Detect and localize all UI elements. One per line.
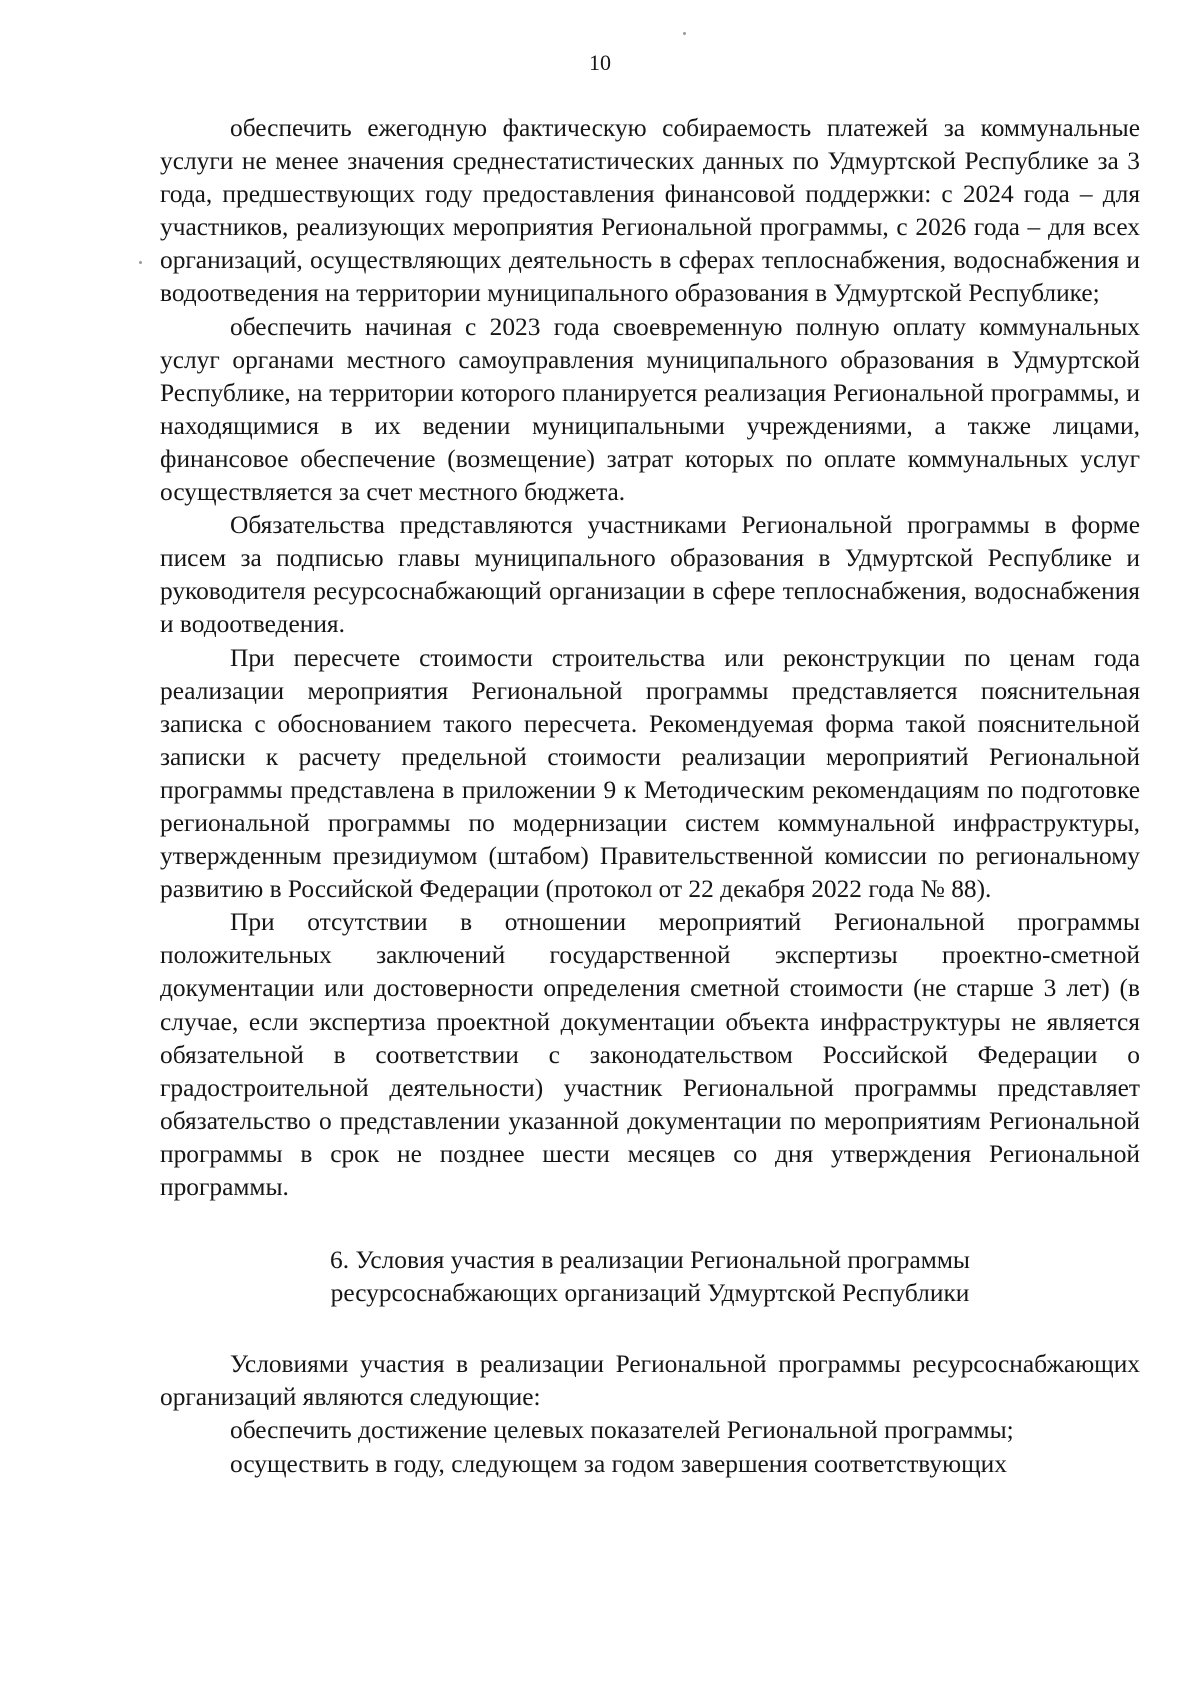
section-heading — [160, 1244, 1140, 1310]
section-heading-line-2: ресурсоснабжающих организаций Удмуртской Республики — [330, 1279, 970, 1308]
paragraph-collection-obligation: обеспечить ежегодную фактическую собираемость платежей за коммунальные услуги не менее значения среднестатистических данных по Удмуртской Республике за 3 года, предшествующих году предоставления финансовой поддержки: с 2024 года – для участников, реализующих мероприятия Региональной программы, с 2026 года – для всех организаций, осуществляющих деятельность в сферах теплоснабжения, водоснабжения и водоотведения на территории муниципального образования в Удмуртской Республике; — [160, 114, 1140, 308]
paragraph-participation-conditions: Условиями участия в реализации Региональной программы ресурсоснабжающих организаций являются следующие: — [160, 1350, 1140, 1412]
page-number: 10 — [589, 50, 611, 75]
paragraph-obligation-letters: Обязательства представляются участниками Региональной программы в форме писем за подписью главы муниципального образования в Удмуртской Республике и руководителя ресурсоснабжающий организации в сфере теплоснабжения, водоснабжения и водоотведения. — [160, 511, 1140, 639]
paragraph-payment-obligation: обеспечить начиная с 2023 года своевременную полную оплату коммунальных услуг органами местного самоуправления муниципального образования в Удмуртской Республике, на территории которого планируется реализация Региональной программы, и находящимися в их ведении муниципальными учреждениями, а также лицами, финансовое обеспечение (возмещение) затрат которых по оплате коммунальных услуг осуществляется за счет местного бюджета. — [160, 312, 1140, 507]
paragraph-target-indicators: обеспечить достижение целевых показателей Региональной программы; — [230, 1416, 1014, 1445]
document-body — [160, 112, 1140, 1481]
scan-speck — [683, 32, 686, 35]
paragraph-cost-recalculation: При пересчете стоимости строительства или реконструкции по ценам года реализации мероприятия Региональной программы представляется пояснительная записка с обоснованием такого пересчета. Рекомендуемая форма такой пояснительной записки к расчету предельной стоимости реализации мероприятий Региональной программы представлена в приложении 9 к Методическим рекомендациям по подготовке региональной программы по модернизации систем коммунальной инфраструктуры, утвержденным президиумом (штабом) Правительственной комиссии по региональному развитию в Российской Федерации (протокол от 22 декабря 2022 года № 88). — [160, 643, 1140, 904]
scan-speck — [139, 261, 142, 264]
paragraph-expertise-absence: При отсутствии в отношении мероприятий Региональной программы положительных заключений государственной экспертизы проектно-сметной документации или достоверности определения сметной стоимости (не старше 3 лет) (в случае, если экспертиза проектной документации объекта инфраструктуры не является обязательной в соответствии с законодательством Российской Федерации о градостроительной деятельности) участник Региональной программы представляет обязательство о представлении указанной документации по мероприятиям Региональной программы в срок не позднее шести месяцев со дня утверждения Региональной программы. — [160, 908, 1140, 1201]
section-heading-line-1: 6. Условия участия в реализации Региональной программы — [330, 1246, 970, 1275]
paragraph-following-year: осуществить в году, следующем за годом завершения соответствующих — [230, 1449, 1007, 1478]
